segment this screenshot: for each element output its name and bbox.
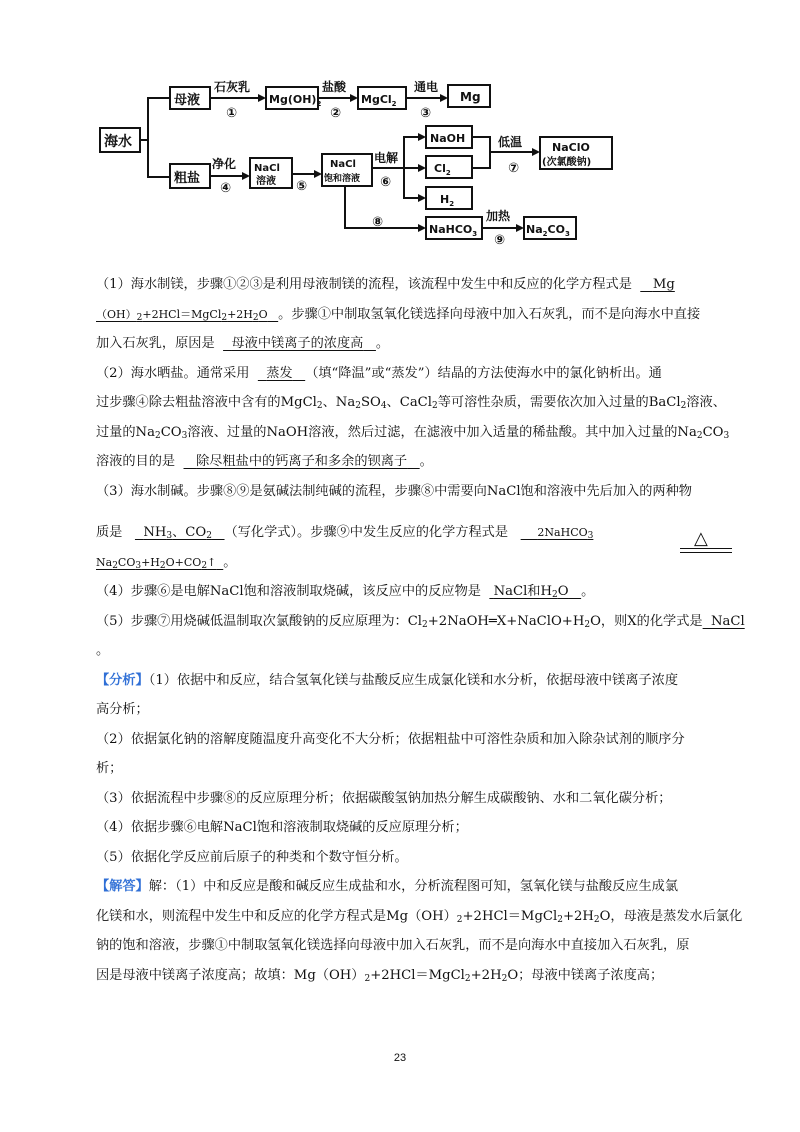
- arrowhead-5: [314, 170, 322, 178]
- q3-answer-2: [521, 525, 594, 540]
- answer-label: 【解答】: [96, 879, 149, 894]
- q1-line3: [96, 329, 736, 359]
- q3-end: 。: [223, 554, 237, 570]
- mgoh2-text: Mg(OH): [269, 93, 317, 106]
- analysis-line7: [96, 843, 736, 873]
- q2-sub-b: 2: [355, 401, 361, 411]
- question-content: [96, 270, 745, 990]
- q2-sub-d: 2: [432, 401, 438, 411]
- q2-text-d1: 过量的Na: [96, 424, 155, 440]
- naclo-label-2: (次氯酸钠): [542, 157, 592, 168]
- analysis-2b: 析；: [96, 761, 123, 776]
- q3-eq-sub-2: 3: [135, 560, 142, 571]
- q5-line: [96, 607, 745, 637]
- q2-line4: [96, 447, 736, 477]
- q1-line2: [96, 300, 736, 330]
- q2-sub-h: 2: [696, 430, 703, 441]
- heat-label: 加热: [486, 209, 511, 223]
- q3-eq-sub-1: 2: [112, 560, 118, 571]
- q3-line3: [96, 548, 736, 578]
- branch-lower: [148, 140, 170, 177]
- q2-sub-c: 4: [380, 401, 387, 411]
- q3-line2: [96, 518, 736, 548]
- q3-text-a: （3）海水制碱。步骤⑧⑨是氨碱法制纯碱的流程，步骤⑧中需要向NaCl饱和溶液中先后加入的两种物: [96, 483, 692, 499]
- q3-text-c: （写化学式）。步骤⑨中发生反应的化学方程式是: [224, 525, 509, 540]
- nahco3-text: NaHCO: [429, 223, 473, 236]
- q3-equation: [96, 556, 223, 569]
- arrowhead-2: [350, 94, 358, 102]
- arrowhead-3: [440, 94, 448, 102]
- step1-label: ①: [226, 106, 238, 121]
- hcl-label: 盐酸: [322, 80, 347, 94]
- q3-eq-na: Na: [96, 555, 113, 569]
- q2-text-c6: 溶液、: [686, 395, 726, 410]
- answer-4b: +2HCl＝MgCl: [370, 967, 465, 983]
- analysis-2: （2）依据氯化钠的溶解度随温度升高变化不大分析；依据粗盐中可溶性杂质和加入除杂试剂的顺序分: [96, 731, 685, 747]
- nahco3-sub: 3: [472, 230, 478, 238]
- mgcl2-text: MgCl: [361, 93, 392, 106]
- delta-symbol: △: [694, 528, 708, 549]
- analysis-1b: 高分析；: [96, 702, 149, 717]
- q3-sub-c: 3: [587, 531, 594, 541]
- mgoh2-sub: 2: [316, 100, 322, 108]
- split-lower: [404, 168, 418, 198]
- merge-bracket: [472, 137, 490, 168]
- answer-line4: [96, 961, 736, 991]
- q1-answer-o: O: [258, 307, 268, 321]
- answer-line1: [96, 872, 736, 902]
- step6-label: ⑥: [380, 175, 392, 190]
- answer-3: 钠的饱和溶液，步骤①中制取氢氧化镁选择向母液中加入石灰乳，而不是向海水中直接加入石灰乳，原: [96, 938, 690, 953]
- q1-line1: [96, 270, 736, 300]
- crude-salt-label: 粗盐: [174, 171, 201, 186]
- na2co3-label: [526, 223, 570, 238]
- q2-text-c1: 过步骤④除去粗盐溶液中含有的MgCl: [96, 395, 317, 410]
- analysis-3: （3）依据流程中步骤⑧的反应原理分析；依据碳酸氢钠加热分解生成碳酸钠、水和二氧化碳分析；: [96, 790, 672, 806]
- step9-label: ⑨: [494, 233, 506, 248]
- q2-line3: [96, 418, 736, 448]
- purify-label: 净化: [212, 157, 237, 171]
- q4-text-a: （4）步骤⑥是电解NaCl饱和溶液制取烧碱，该反应中的反应物是: [96, 584, 481, 599]
- q2-sub-e: 2: [680, 401, 687, 411]
- q1-text-a: （1）海水制镁，步骤①②③是利用母液制镁的流程，该流程中发生中和反应的化学方程式是: [96, 277, 632, 292]
- analysis-1: （1）依据中和反应，结合氢氧化镁与盐酸反应生成氯化镁和水分析，依据母液中镁离子浓度: [148, 672, 679, 688]
- q2-line1: [96, 359, 736, 389]
- q4-answer-o: O: [557, 584, 569, 599]
- q2-sub-i: 3: [723, 430, 730, 441]
- arrowhead-7: [532, 148, 540, 156]
- nacl-saturated-label-2: 饱和溶液: [324, 174, 361, 184]
- q2-sub-f: 2: [154, 430, 161, 441]
- arrowhead-1: [258, 94, 266, 102]
- answer-sub-2: 2: [557, 914, 563, 925]
- q5-text-a: （5）步骤⑦用烧碱低温制取次氯酸钠的反应原理为：Cl: [96, 613, 423, 629]
- step8-label: ⑧: [372, 215, 384, 230]
- q1-end: 。: [375, 336, 390, 351]
- q2-text-d3: 溶液、过量的NaOH溶液，然后过滤，在滤液中加入适量的稀盐酸。其中加入过量的Na: [187, 424, 697, 440]
- mother-liquor-label: 母液: [174, 93, 201, 108]
- answer-sub-6: 2: [501, 973, 508, 984]
- electrify-label: 通电: [414, 80, 439, 94]
- answer-line2: [96, 902, 743, 932]
- q4-answer-text: NaCl和H: [493, 584, 552, 599]
- electrolysis-label: 电解: [374, 151, 399, 165]
- q5-text-c: O，则X的化学式是: [590, 613, 703, 629]
- q5-end: 。: [96, 643, 110, 658]
- q3-sub-a: 3: [166, 531, 173, 541]
- low-temp-label: 低温: [498, 135, 523, 149]
- answer-line3: [96, 931, 736, 961]
- q4-end: 。: [581, 584, 595, 599]
- mgcl2-label: [361, 93, 397, 108]
- analysis-line3: [96, 725, 736, 755]
- q3-eq-sub-4: 2: [201, 560, 208, 571]
- q3-line1: [96, 477, 736, 507]
- q5-sub-1: 2: [422, 619, 428, 630]
- q2-answer-1: [258, 366, 305, 381]
- na2co3-sub-1: 2: [542, 230, 548, 238]
- q1-sub-2: 2: [221, 312, 228, 323]
- q5-answer-text: NaCl: [711, 613, 745, 629]
- q2-answer-1-text: 蒸发: [266, 365, 293, 381]
- analysis-line1: [96, 666, 736, 696]
- q3-sub-b: 2: [206, 531, 212, 541]
- q4-answer: [489, 584, 581, 599]
- q5-answer: [703, 614, 745, 629]
- answer-2a: 化镁和水，则流程中发生中和反应的化学方程式是Mg（OH）: [96, 908, 457, 924]
- q1-answer-h: +2H: [227, 307, 253, 321]
- q3-text-b: 质是: [96, 525, 123, 540]
- q2-text-a: （2）海水晒盐。通常采用: [96, 365, 250, 381]
- answer-sub-5: 2: [464, 973, 471, 984]
- q3-eq-arrow: ↑: [207, 555, 217, 569]
- step2-label: ②: [330, 106, 342, 121]
- answer-1: 解：（1）中和反应是酸和碱反应生成盐和水，分析流程图可知，氢氧化镁与盐酸反应生成氯: [148, 879, 679, 894]
- q1-text-b: 。步骤①中制取氢氧化镁选择向母液中加入石灰乳，而不是向海水中直接: [278, 306, 701, 322]
- answer-4a: 因是母液中镁离子浓度高；故填：Mg（OH）: [96, 967, 365, 983]
- answer-4d: O；母液中镁离子浓度高；: [507, 967, 664, 983]
- q3-eq-sub-3: 2: [159, 560, 166, 571]
- step3-label: ③: [420, 106, 432, 121]
- q3-answer-co: 、CO: [172, 525, 207, 540]
- arrowhead-naoh: [418, 133, 426, 141]
- q2-sub-g: 3: [181, 430, 188, 441]
- q2-answer-2-text: 除尽粗盐中的钙离子和多余的钡离子: [196, 454, 408, 469]
- q2-text-c4: 、CaCl: [386, 395, 432, 410]
- analysis-line6: [96, 813, 736, 843]
- analysis-line5: [96, 784, 736, 814]
- q1-answer-mg: Mg: [652, 277, 675, 292]
- q3-eq-oco: O+CO: [165, 555, 202, 569]
- q3-eq-h: +H: [141, 555, 160, 569]
- flow-diagram: [0, 0, 800, 260]
- seawater-label: 海水: [104, 134, 132, 150]
- flow-diagram-svg: [0, 0, 800, 260]
- q1-sub-1: 2: [136, 312, 143, 323]
- na2co3-text-a: Na: [526, 223, 543, 236]
- h2-text: H: [440, 193, 450, 206]
- q3-eq-co: CO: [117, 555, 136, 569]
- nacl-saturated-label-1: NaCl: [330, 159, 356, 170]
- arrowhead-cl2: [418, 164, 426, 172]
- analysis-line2: [96, 695, 736, 725]
- nacl-solution-label-1: NaCl: [254, 163, 280, 174]
- q3-answer-1: [135, 525, 225, 540]
- q2-text-c2: 、Na: [322, 395, 356, 410]
- naoh-label: NaOH: [430, 132, 466, 145]
- q5-sub-2: 2: [584, 619, 591, 630]
- q5-end-line: [96, 636, 736, 666]
- cl2-text: Cl: [434, 162, 446, 175]
- answer-2d: O，母液是蒸发水后氯化: [599, 908, 743, 924]
- analysis-5: （5）依据化学反应前后原子的种类和个数守恒分析。: [96, 849, 408, 865]
- q1-answer-2: [223, 336, 376, 351]
- na2co3-text-b: CO: [547, 223, 565, 236]
- page-number: 23: [393, 1052, 407, 1064]
- q1-answer-hcl: +2HCl＝MgCl: [142, 307, 222, 321]
- answer-sub-3: 2: [593, 914, 600, 925]
- analysis-4: （4）依据步骤⑥电解NaCl饱和溶液制取烧碱的反应原理分析；: [96, 820, 468, 835]
- q2-text-d4: CO: [702, 424, 724, 440]
- q1-answer-1a: [640, 277, 675, 292]
- naclo-label-1: NaClO: [552, 141, 590, 154]
- q4-line: [96, 577, 736, 607]
- q2-text-e: 溶液的目的是: [96, 454, 176, 469]
- answer-sub-1: 2: [456, 914, 463, 925]
- arrowhead-4: [242, 172, 250, 180]
- q1-text-c: 加入石灰乳，原因是: [96, 336, 215, 351]
- q2-sub-a: 2: [316, 401, 323, 411]
- mg-label: Mg: [460, 90, 481, 104]
- step5-label: ⑤: [296, 179, 308, 194]
- lime-milk-label: 石灰乳: [214, 80, 251, 94]
- q2-line2: [96, 388, 736, 418]
- analysis-label: 【分析】: [96, 672, 149, 688]
- step4-label: ④: [220, 181, 232, 196]
- q2-text-c5: 等可溶性杂质，需要依次加入过量的BaCl: [437, 395, 681, 410]
- answer-sub-4: 2: [364, 973, 371, 984]
- arrowhead-h2: [418, 194, 426, 202]
- q2-text-b: （填“降温”或“蒸发”）结晶的方法使海水中的氯化钠析出。通: [305, 365, 662, 381]
- q2-end: 。: [419, 454, 433, 469]
- q3-answer-2-text: 2NaHCO: [537, 526, 588, 539]
- answer-4c: +2H: [470, 967, 502, 983]
- na2co3-sub-2: 3: [564, 230, 570, 238]
- arrowhead-8: [418, 224, 426, 232]
- nacl-solution-label-2: 溶液: [256, 176, 276, 187]
- answer-2b: +2HCl＝MgCl: [462, 908, 558, 924]
- q4-sub: 2: [551, 590, 558, 600]
- q1-sub-3: 2: [252, 312, 259, 323]
- q1-answer-1b: [96, 308, 278, 321]
- branch-upper: [140, 98, 170, 140]
- step7-label: ⑦: [508, 161, 520, 176]
- q2-text-d2: CO: [160, 424, 182, 440]
- q2-answer-2: [184, 454, 420, 469]
- q3-answer-nh: NH: [143, 525, 167, 540]
- cl2-sub: 2: [445, 169, 451, 177]
- q3-spacer: [96, 506, 736, 518]
- nahco3-label: [429, 223, 477, 238]
- q1-answer-oh: （OH）: [96, 307, 137, 321]
- arrowhead-9: [516, 224, 524, 232]
- h2-sub: 2: [449, 200, 455, 208]
- q1-answer-2-text: 母液中镁离子的浓度高: [231, 336, 364, 351]
- mgoh2-label: [269, 93, 321, 108]
- analysis-line4: [96, 754, 736, 784]
- q5-text-b: +2NaOH═X+NaClO+H: [427, 613, 585, 629]
- answer-2c: +2H: [562, 908, 594, 924]
- mgcl2-sub: 2: [391, 100, 397, 108]
- q2-text-c3: SO: [360, 395, 381, 410]
